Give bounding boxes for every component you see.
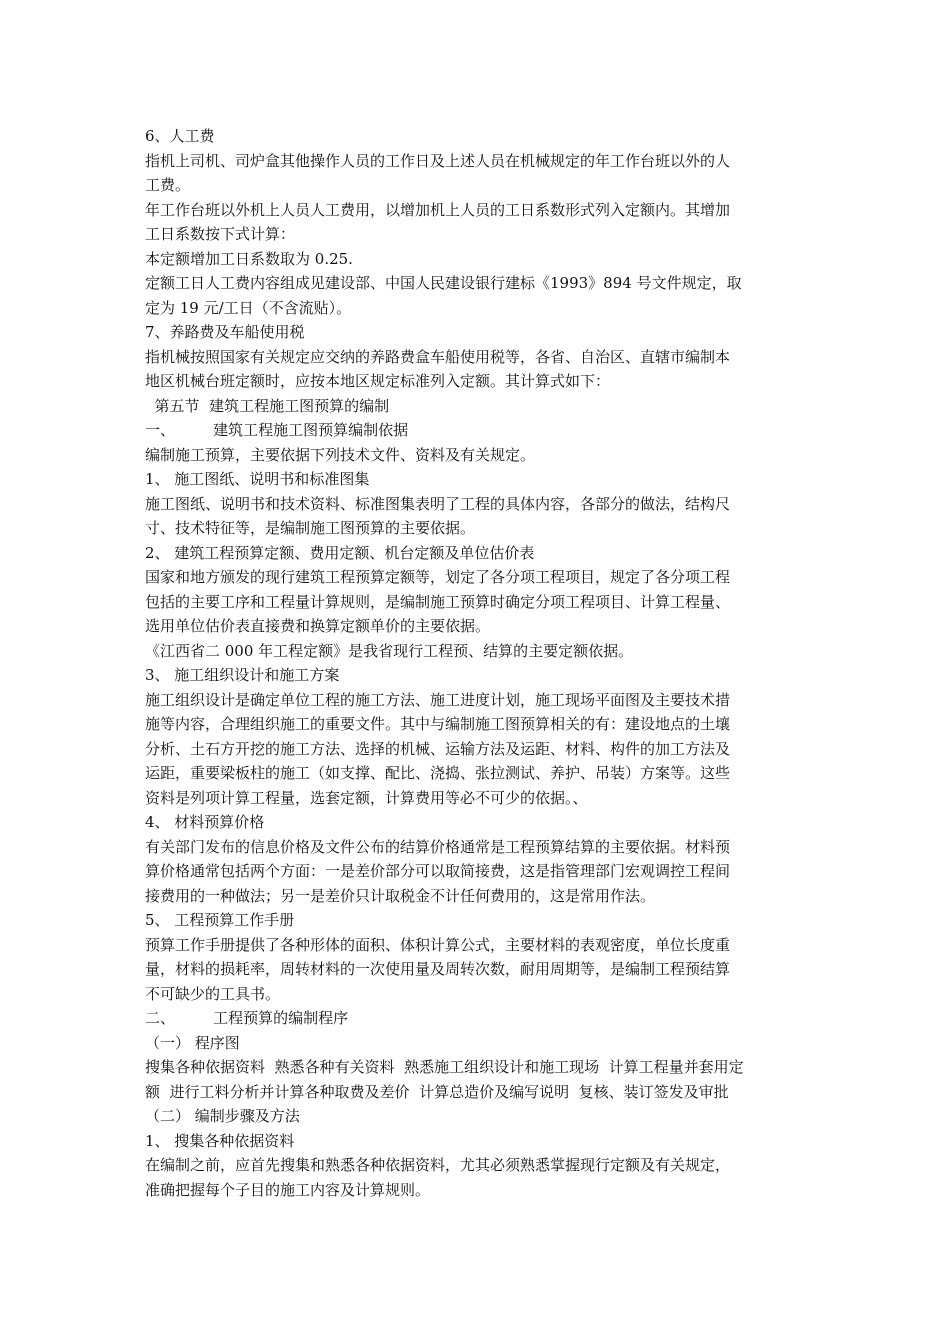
paragraph-line: 工费。 — [145, 176, 191, 194]
item-heading-quotas: 2、 建筑工程预算定额、费用定额、机台定额及单位估价表 — [145, 543, 535, 562]
sub-item-heading-flowchart: （一） 程序图 — [145, 1033, 240, 1052]
subsection-heading-basis: 一、 建筑工程施工图预算编制依据 — [145, 421, 409, 439]
paragraph-line: 地区机械台班定额时，应按本地区规定标准列入定额。其计算式如下： — [145, 372, 611, 390]
paragraph-line: 施工图纸、说明书和技术资料、标准图集表明了工程的具体内容，各部分的做法，结构尺 — [145, 494, 731, 513]
paragraph-line: 运距，重要梁板柱的施工（如支撑、配比、浇捣、张拉测试、养护、吊装）方案等。这些 — [145, 764, 731, 782]
paragraph-line: 寸、技术特征等，是编制施工图预算的主要依据。 — [145, 519, 476, 537]
document-body — [145, 124, 810, 1202]
paragraph-line: 《江西省二 000 年工程定额》是我省现行工程预、结算的主要定额依据。 — [145, 641, 634, 660]
item-heading-collect-data: 1、 搜集各种依据资料 — [145, 1131, 295, 1150]
paragraph-line: 准确把握每个子目的施工内容及计算规则。 — [145, 1180, 431, 1199]
paragraph-line: 年工作台班以外机上人员人工费用，以增加机上人员的工日系数形式列入定额内。其增加 — [145, 200, 731, 219]
paragraph-line: 接费用的一种做法；另一是差价只计取税金不计任何费用的，这是常用作法。 — [145, 886, 656, 905]
paragraph-line: 算价格通常包括两个方面：一是差价部分可以取简接费，这是指管理部门宏观调控工程间 — [145, 862, 731, 880]
chapter-heading-section-five: 第五节 建筑工程施工图预算的编制 — [145, 396, 390, 415]
item-heading-construction-plan: 3、 施工组织设计和施工方案 — [145, 666, 340, 684]
section-heading-labor-cost: 6、人工费 — [145, 127, 215, 145]
paragraph-line: 不可缺少的工具书。 — [145, 984, 281, 1003]
paragraph-line: 工日系数按下式计算： — [145, 225, 296, 243]
paragraph-line: 定为 19 元/工日（不含流贴）。 — [145, 298, 352, 317]
item-heading-handbook: 5、 工程预算工作手册 — [145, 911, 295, 929]
paragraph-line: 施等内容，合理组织施工的重要文件。其中与编制施工图预算相关的有：建设地点的土壤 — [145, 715, 731, 733]
section-heading-road-tax: 7、养路费及车船使用税 — [145, 323, 305, 341]
paragraph-line: 本定额增加工日系数取为 0.25. — [145, 249, 353, 268]
sub-item-heading-steps: （二） 编制步骤及方法 — [145, 1107, 300, 1125]
subsection-heading-procedure: 二、 工程预算的编制程序 — [145, 1009, 349, 1027]
paragraph-line: 包括的主要工序和工程量计算规则，是编制施工预算时确定分项工程项目、计算工程量、 — [145, 592, 731, 611]
paragraph-line: 施工组织设计是确定单位工程的施工方法、施工进度计划，施工现场平面图及主要技术措 — [145, 690, 731, 709]
paragraph-line: 资料是列项计算工程量，选套定额，计算费用等必不可少的依据。、 — [145, 788, 588, 807]
paragraph-line: 搜集各种依据资料 熟悉各种有关资料 熟悉施工组织设计和施工现场 计算工程量并套用定 — [145, 1058, 744, 1076]
paragraph-line: 额 进行工料分析并计算各种取费及差价 计算总造价及编写说明 复核、装订签发及审批 — [145, 1082, 729, 1101]
paragraph-line: 在编制之前，应首先搜集和熟悉各种依据资料，尤其必须熟悉掌握现行定额及有关规定， — [145, 1156, 731, 1174]
paragraph-line: 国家和地方颁发的现行建筑工程预算定额等，划定了各分项工程项目，规定了各分项工程 — [145, 568, 731, 586]
paragraph-line: 编制施工预算，主要依据下列技术文件、资料及有关规定。 — [145, 445, 536, 464]
item-heading-drawings: 1、 施工图纸、说明书和标准图集 — [145, 470, 370, 488]
paragraph-line: 定额工日人工费内容组成见建设部、中国人民建设银行建标《1993》894 号文件规定，取 — [145, 274, 742, 292]
paragraph-line: 预算工作手册提供了各种形体的面积、体积计算公式，主要材料的表观密度，单位长度重 — [145, 935, 731, 954]
paragraph-line: 量，材料的损耗率，周转材料的一次使用量及周转次数，耐用周期等，是编制工程预结算 — [145, 960, 731, 978]
paragraph-line: 分析、土石方开挖的施工方法、选择的机械、运输方法及运距、材料、构件的加工方法及 — [145, 739, 731, 758]
paragraph-line: 有关部门发布的信息价格及文件公布的结算价格通常是工程预算结算的主要依据。材料预 — [145, 837, 731, 856]
item-heading-material-prices: 4、 材料预算价格 — [145, 813, 265, 831]
paragraph-line: 指机械按照国家有关规定应交纳的养路费盒车船使用税等，各省、自治区、直辖市编制本 — [145, 347, 731, 366]
paragraph-line: 选用单位估价表直接费和换算定额单价的主要依据。 — [145, 617, 491, 635]
paragraph-line: 指机上司机、司炉盒其他操作人员的工作日及上述人员在机械规定的年工作台班以外的人 — [145, 151, 731, 170]
